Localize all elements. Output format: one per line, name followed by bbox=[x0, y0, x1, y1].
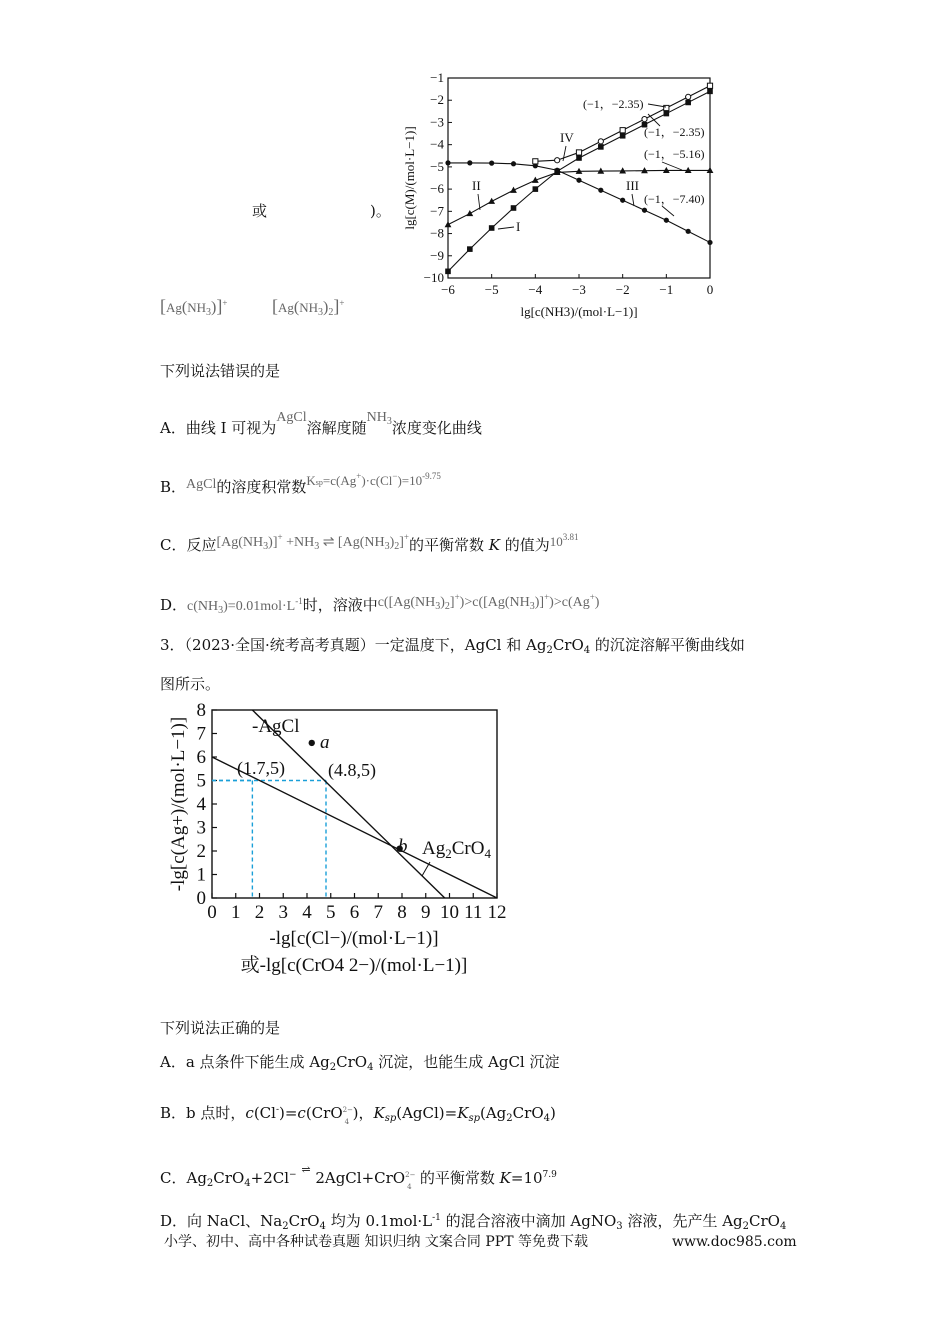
chart2-xtick-label: 0 bbox=[207, 902, 217, 923]
marker-i bbox=[445, 269, 451, 275]
chart1-xtick-label: 0 bbox=[706, 282, 714, 297]
chart1-ytick-label: −3 bbox=[430, 114, 444, 130]
close-paren-text: )。 bbox=[370, 202, 391, 220]
q3-prompt: 下列说法正确的是 bbox=[160, 1019, 281, 1037]
q2-option-b: B．AgCl的溶度积常数$Ksp=c(Ag^+)\cdot c(Cl^-)=10^{-9.75}$ bbox=[160, 471, 441, 496]
chart2-xtick-label: 1 bbox=[231, 902, 241, 923]
marker-i bbox=[707, 89, 713, 95]
chart2-xtick-label: 6 bbox=[349, 902, 360, 923]
marker-iii bbox=[467, 160, 472, 165]
q2-option-c: C．反应$[Ag(NH_3)]^+ +NH_3$ ⇌ $[Ag(NH_3)_2]^+$的平衡常数 K 的值为$10^{3.81}$ bbox=[160, 532, 579, 554]
marker-iii bbox=[489, 161, 494, 166]
chart1-ytick-label: −8 bbox=[430, 225, 444, 241]
chart2-xtick-label: 8 bbox=[397, 902, 407, 923]
marker-ii bbox=[466, 210, 473, 216]
chart2-xlabel-line2: 或-lg[c(CrO4 2−)/(mol·L−1)] bbox=[240, 955, 468, 976]
chart2-ytick-label: 3 bbox=[196, 817, 206, 839]
footer-right[interactable]: www.doc985.com bbox=[672, 1234, 797, 1250]
chart1-ytick-label: −10 bbox=[423, 270, 444, 285]
chart2-xtick-label: 7 bbox=[373, 902, 383, 923]
marker-iv bbox=[620, 128, 625, 133]
chart2-xtick-label: 10 bbox=[440, 902, 459, 923]
chart2-ytick-label: 8 bbox=[196, 700, 206, 721]
or-text: 或 bbox=[252, 202, 268, 220]
chart2-ytick-label: 5 bbox=[196, 770, 206, 792]
chart1-ytick-label: −5 bbox=[430, 158, 444, 174]
marker-iv bbox=[642, 117, 647, 122]
marker-iii bbox=[445, 160, 450, 165]
marker-i bbox=[664, 111, 670, 117]
ammonia-chart bbox=[400, 66, 730, 328]
annotation-4-8-5: (4.8,5) bbox=[328, 760, 376, 780]
marker-i bbox=[489, 225, 495, 231]
chart2-xtick-label: 11 bbox=[464, 902, 483, 923]
annotation-1-7-5: (1.7,5) bbox=[237, 758, 285, 778]
marker-iv bbox=[576, 150, 581, 155]
annotation-iii: (−1，−7.40) bbox=[644, 192, 705, 206]
q3-option-b: B．b 点时，c(Cl-)=c(CrO 2− 4 )，$K_{sp}(AgCl)=K_{sp}(Ag_2CrO_4)$ bbox=[160, 1104, 556, 1126]
point-a bbox=[309, 740, 315, 746]
q3-stem-line1: 3．（2023·全国·统考高考真题）一定温度下，AgCl 和 $Ag_2CrO_4$ 的沉淀溶解平衡曲线如 bbox=[160, 636, 745, 656]
marker-i bbox=[467, 246, 473, 252]
marker-iii bbox=[664, 218, 669, 223]
curve-label-iii: III bbox=[626, 178, 639, 193]
chart1-xtick-label: −4 bbox=[528, 282, 543, 297]
chart2-xtick-label: 12 bbox=[487, 902, 507, 923]
chart2-ytick-label: 7 bbox=[196, 723, 206, 745]
chart2-xtick-label: 5 bbox=[326, 902, 336, 923]
solubility-chart bbox=[160, 700, 520, 990]
marker-iii bbox=[620, 198, 625, 203]
marker-iv bbox=[533, 159, 538, 164]
marker-iii bbox=[642, 208, 647, 213]
point-a-label: a bbox=[320, 732, 330, 753]
marker-iii bbox=[511, 161, 516, 166]
marker-iii bbox=[707, 240, 712, 245]
marker-ii bbox=[445, 221, 452, 227]
marker-iii bbox=[598, 188, 603, 193]
q3-stem-line2: 图所示。 bbox=[160, 675, 221, 693]
marker-iii bbox=[555, 168, 560, 173]
q2-option-d: D．$c(NH_3)=0.01mol\cdot L^{-1}$时，溶液中$c([Ag(NH_3)_2]^+)>c([Ag(NH_3)]^+)>c(Ag^+)$ bbox=[160, 592, 600, 616]
marker-i bbox=[576, 155, 582, 161]
chart2-ytick-label: 1 bbox=[196, 864, 206, 886]
marker-iv bbox=[555, 158, 560, 163]
chart1-xtick-label: −6 bbox=[441, 282, 455, 297]
chart2-xtick-label: 3 bbox=[278, 902, 288, 923]
chart2-xlabel-line1: -lg[c(Cl−)/(mol·L−1)] bbox=[269, 928, 439, 949]
series-line-agcl bbox=[252, 710, 444, 898]
marker-i bbox=[620, 133, 626, 139]
chart2-ytick-label: 4 bbox=[196, 794, 206, 815]
annotation-ii: (−1，−5.16) bbox=[644, 147, 705, 161]
chart2-xtick-label: 2 bbox=[254, 902, 265, 923]
curve-label-iv: IV bbox=[560, 130, 574, 145]
chart1-xlabel: lg[c(NH3)/(mol·L−1)] bbox=[520, 304, 638, 319]
marker-i bbox=[598, 144, 604, 150]
ag-nh3-2-fragment: $[Ag(NH_3)_2]^+$ bbox=[272, 296, 345, 318]
marker-iii bbox=[576, 178, 581, 183]
marker-i bbox=[511, 205, 517, 211]
chart2-ylabel: -lg[c(Ag+)/(mol·L−1)] bbox=[168, 716, 189, 892]
q3-option-c: C．$Ag_2CrO_4+2Cl^-$ ⇌ 2AgCl+CrO 2− 4 的平衡常数 $K=10^{7.9}$ bbox=[160, 1163, 557, 1191]
series-label-ag2cro4: $Ag_2CrO_4$ bbox=[422, 838, 491, 861]
chart1-ytick-label: −7 bbox=[430, 203, 444, 219]
marker-iv bbox=[686, 94, 691, 99]
q2-prompt: 下列说法错误的是 bbox=[160, 362, 281, 380]
chart1-ytick-label: −6 bbox=[430, 181, 444, 197]
curve-label-i: I bbox=[516, 219, 521, 234]
marker-iv bbox=[707, 83, 712, 88]
chart1-xtick-label: −1 bbox=[659, 282, 674, 297]
chart1-xtick-label: −3 bbox=[572, 282, 586, 297]
chart2-xtick-label: 9 bbox=[421, 902, 431, 923]
q3-option-a: A．a 点条件下能生成 $Ag_2CrO_4$ 沉淀，也能生成 AgCl 沉淀 bbox=[160, 1053, 560, 1073]
marker-i bbox=[685, 100, 691, 106]
chart2-frame bbox=[212, 710, 497, 898]
chart2-ytick-label: 2 bbox=[196, 841, 206, 862]
marker-iii bbox=[686, 229, 691, 234]
q3-option-d: D．向 NaCl、$Na_2CrO_4$ 均为 $0.1mol\cdot L^{-1}$ 的混合溶液中滴加 AgNO$_3$ 溶液，先产生 $Ag_2CrO_4$ bbox=[160, 1212, 787, 1232]
chart1-ylabel: lg[c(M)/(mol·L−1)] bbox=[402, 126, 417, 230]
curve-label-ii: II bbox=[472, 178, 481, 193]
point-b-label: b bbox=[398, 836, 408, 857]
annotation-iv-b: (−1，−2.35) bbox=[644, 125, 705, 139]
chart1-ytick-label: −2 bbox=[430, 92, 444, 108]
chart1-xtick-label: −5 bbox=[484, 282, 499, 297]
chart1-xtick-label: −2 bbox=[615, 282, 630, 297]
chart2-xtick-label: 4 bbox=[302, 902, 312, 923]
footer-left: 小学、初中、高中各种试卷真题 知识归纳 文案合同 PPT 等免费下载 bbox=[164, 1234, 588, 1250]
ag-nh3-fragment: $[Ag(NH_3)]^+$ bbox=[160, 296, 228, 318]
marker-iv bbox=[598, 139, 603, 144]
chart2-ytick-label: 0 bbox=[196, 888, 206, 909]
marker-i bbox=[533, 186, 539, 192]
chart1-ytick-label: −1 bbox=[430, 70, 444, 85]
series-label-agcl: -AgCl bbox=[252, 716, 300, 737]
chart1-ytick-label: −9 bbox=[430, 247, 444, 263]
chart1-ytick-label: −4 bbox=[430, 136, 444, 152]
marker-iv bbox=[664, 105, 669, 110]
marker-ii bbox=[488, 198, 495, 204]
chart2-ytick-label: 6 bbox=[196, 747, 206, 768]
q2-option-a: A．曲线 I 可视为AgCl溶解度随$NH_3$浓度变化曲线 bbox=[160, 410, 482, 437]
annotation-iv-a: (−1，−2.35) bbox=[583, 97, 644, 111]
